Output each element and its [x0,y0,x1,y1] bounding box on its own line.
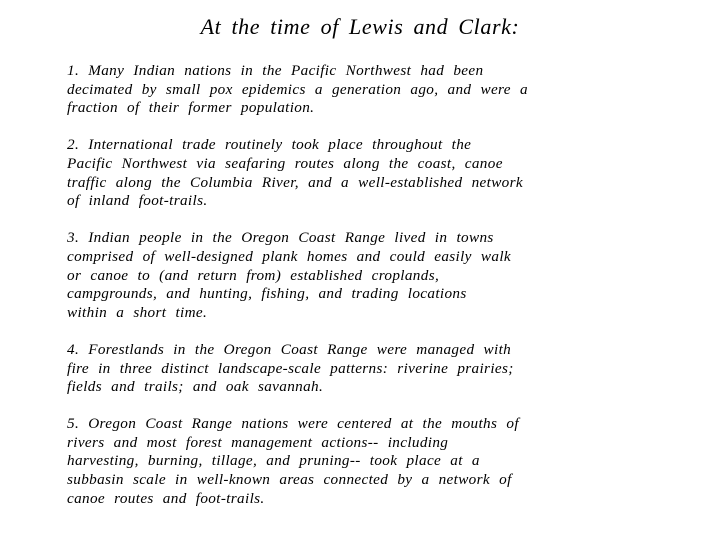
list-item: 2. International trade routinely took place throughout the Pacific Northwest via seafaring routes along the coast, canoe traffic along the Columbia River, and a well-established network of inland foot-trails. [67,136,523,210]
list-item: 5. Oregon Coast Range nations were centered at the mouths of rivers and most forest management actions-- including harvesting, burning, tillage, and pruning-- took place at a subbasin scale in well-known areas connected by a network of canoe routes and foot-trails. [67,415,519,507]
list-item: 4. Forestlands in the Oregon Coast Range were managed with fire in three distinct landscape-scale patterns: riverine prairies; fields and trails; and oak savannah. [67,340,514,396]
slide-title: At the time of Lewis and Clark: [200,14,520,39]
numbered-list [67,62,642,527]
list-item: 1. Many Indian nations in the Pacific Northwest had been decimated by small pox epidemics a generation ago, and were a fraction of their former population. [67,62,528,117]
list-item: 3. Indian people in the Oregon Coast Range lived in towns comprised of well-designed plank homes and could easily walk or canoe to (and return from) established croplands, campgrounds, and hunting, fishing, and trading locations within a short time. [67,229,511,321]
